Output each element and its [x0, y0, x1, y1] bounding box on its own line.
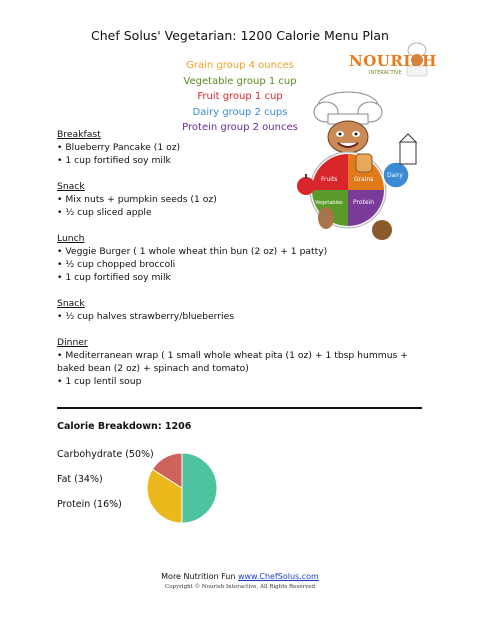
legend-carbohydrate: Carbohydrate (50%) [57, 449, 154, 460]
pie-slice-carbohydrate [182, 453, 217, 523]
plate-label-dairy: Dairy [387, 172, 403, 179]
page-title: Chef Solus' Vegetarian: 1200 Calorie Menu Plan [91, 28, 389, 43]
food-group-dairy: Dairy group 2 cups [192, 106, 288, 118]
meal-item: • 1 cup fortified soy milk [57, 272, 171, 283]
nourish-logo [347, 40, 437, 80]
food-group-vegetable: Vegetable group 1 cup [183, 75, 297, 87]
meal-item: • ½ cup sliced apple [57, 207, 152, 218]
meal-item: • ½ cup chopped broccoli [57, 259, 176, 270]
meal-heading: Lunch [57, 233, 85, 244]
footer-prefix: More Nutrition Fun [161, 572, 236, 581]
meal-item: • Mix nuts + pumpkin seeds (1 oz) [57, 194, 217, 205]
section-divider [57, 407, 422, 409]
food-group-fruit: Fruit group 1 cup [197, 91, 283, 102]
meal-heading: Dinner [57, 337, 88, 348]
meal-section-dinner [57, 336, 417, 388]
plate-label-vegetables: Vegetables [315, 200, 343, 206]
meal-item: • ½ cup halves strawberry/blueberries [57, 311, 235, 322]
calorie-breakdown-label: Calorie Breakdown: 1206 [57, 421, 192, 432]
copyright-text: Copyright © Nourish Interactive, All Rights Reserved [165, 584, 315, 590]
meal-section-snack-2 [57, 297, 417, 323]
meal-section-snack-1 [57, 180, 417, 219]
meal-item: • Blueberry Pancake (1 oz) [57, 142, 181, 153]
food-group-grain: Grain group 4 ounces [186, 60, 294, 71]
meal-heading: Breakfast [57, 129, 101, 140]
meal-item: • Veggie Burger ( 1 whole wheat thin bun (2 oz) + 1 patty) [57, 246, 328, 257]
plate-label-grains: Grains [354, 176, 374, 183]
plate-label-protein: Protein [353, 199, 375, 206]
meal-item: • Mediterranean wrap ( 1 small whole wheat pita (1 oz) + 1 tbsp hummus + baked bean (2 oz) + spinach and tomato) [57, 350, 408, 374]
meal-item: • 1 cup lentil soup [57, 376, 142, 387]
logo-subtitle: INTERACTIVE [369, 70, 402, 76]
page-footer [0, 572, 480, 592]
logo-wordmark: NOURISH [349, 52, 437, 70]
chefsolus-link[interactable]: www.ChefSolus.com [237, 572, 319, 581]
meal-heading: Snack [57, 181, 85, 192]
legend-protein: Protein (16%) [57, 499, 122, 510]
calorie-pie-chart [146, 452, 218, 524]
food-group-protein: Protein group 2 ounces [182, 122, 298, 133]
meal-heading: Snack [57, 298, 85, 309]
meal-section-breakfast [57, 128, 417, 167]
legend-fat: Fat (34%) [57, 474, 103, 485]
meal-plan [57, 128, 417, 401]
meal-section-lunch [57, 232, 417, 284]
plate-label-fruits: Fruits [321, 176, 338, 183]
meal-item: • 1 cup fortified soy milk [57, 155, 171, 166]
